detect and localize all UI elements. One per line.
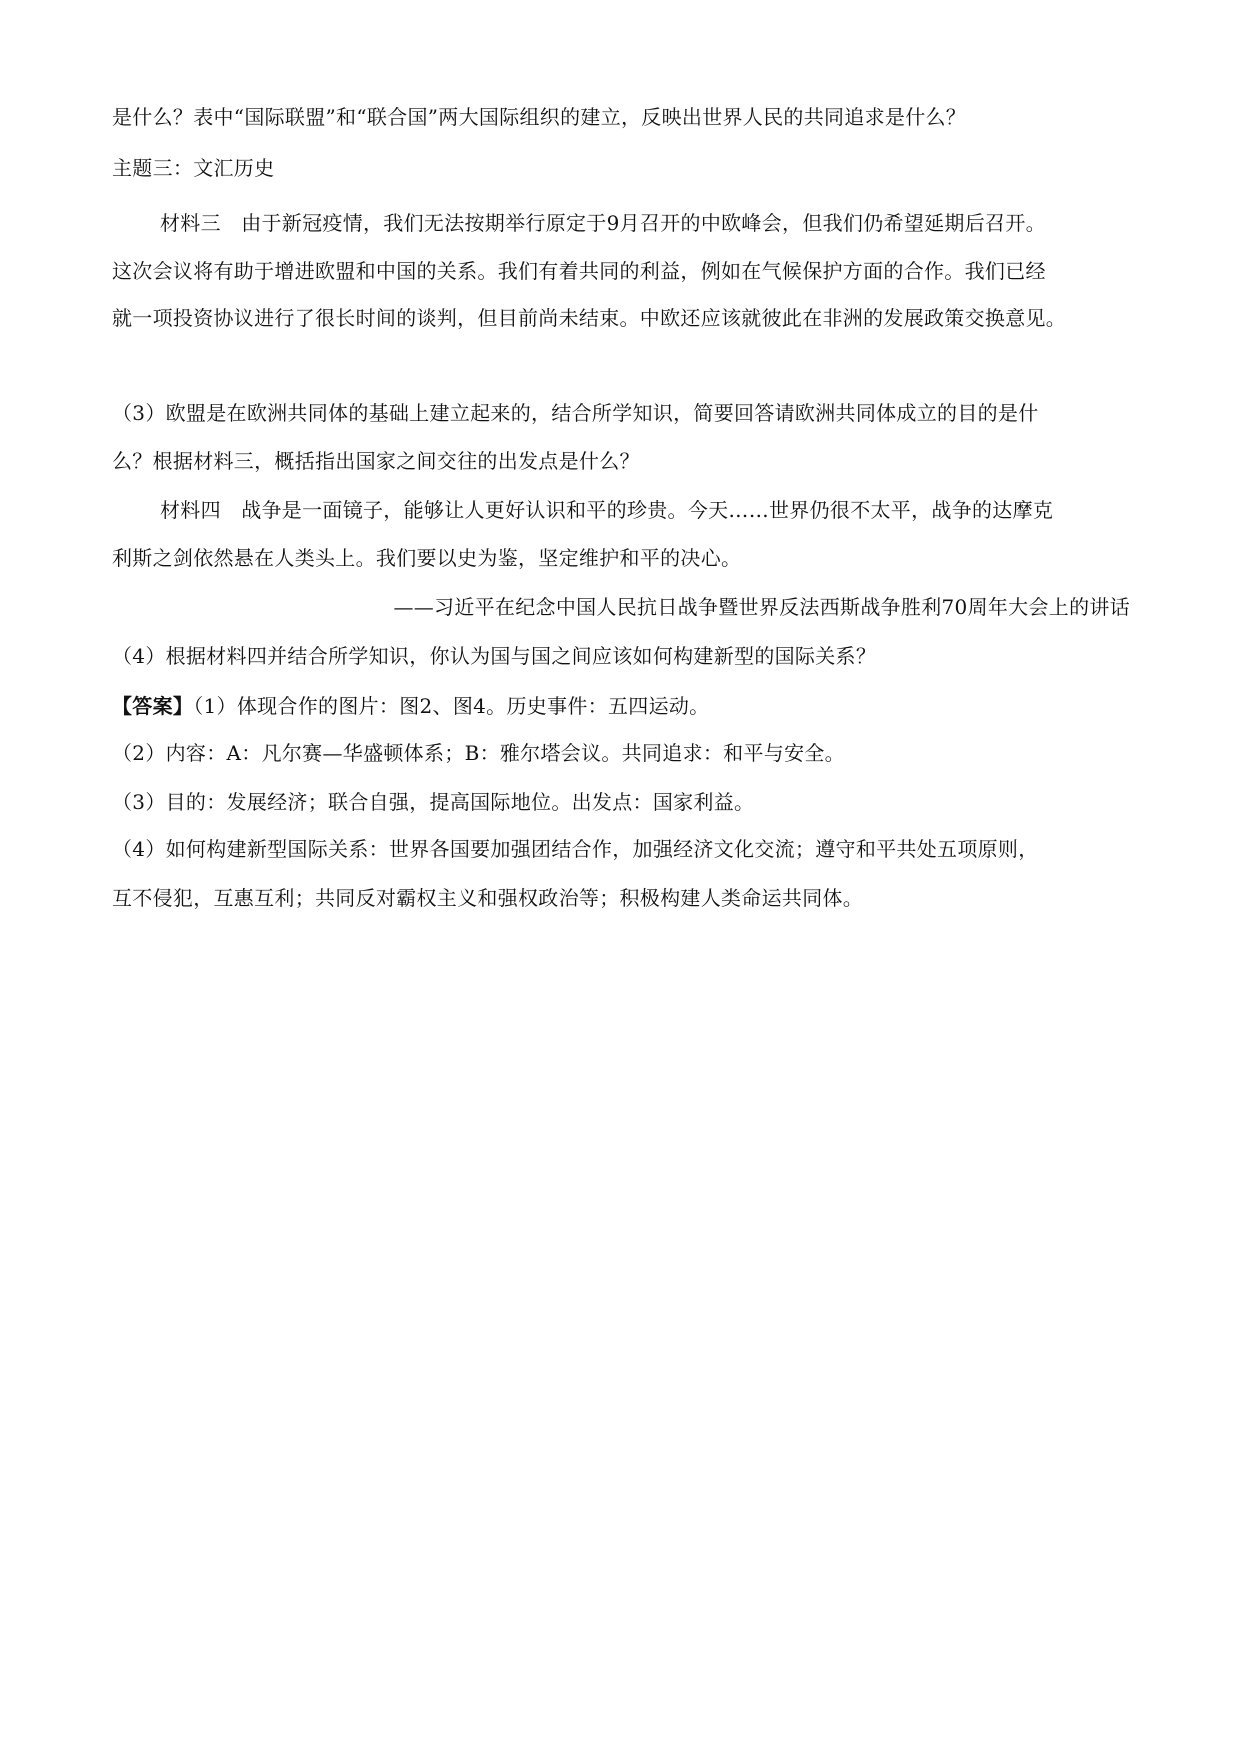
answer-line-1: [112, 693, 709, 719]
material-four-line-2: 利斯之剑依然悬在人类头上。我们要以史为鉴，坚定维护和平的决心。: [112, 546, 742, 570]
question-3-line-1: （3）欧盟是在欧洲共同体的基础上建立起来的，结合所学知识，简要回答请欧洲共同体成立的目的是什: [112, 401, 1039, 425]
answer-line-5: 互不侵犯，互惠互利；共同反对霸权主义和强权政治等；积极构建人类命运共同体。: [112, 886, 864, 910]
material-four-line-1: 材料四 战争是一面镜子，能够让人更好认识和平的珍贵。今天……世界仍很不太平，战争的达摩克: [160, 498, 1054, 522]
material-three-line-2: 这次会议将有助于增进欧盟和中国的关系。我们有着共同的利益，例如在气候保护方面的合作。我们已经: [112, 259, 1046, 283]
material-three-line-3: 就一项投资协议进行了很长时间的谈判，但目前尚未结束。中欧还应该就彼此在非洲的发展政策交换意见。: [112, 306, 1067, 330]
answer-label: 【答案】: [112, 694, 194, 718]
material-four-source: ——习近平在纪念中国人民抗日战争暨世界反法西斯战争胜利70周年大会上的讲话: [393, 595, 1130, 619]
material-three-line-1: 材料三 由于新冠疫情，我们无法按期举行原定于9月召开的中欧峰会，但我们仍希望延期后召开。: [160, 211, 1046, 235]
question-3-line-2: 么？根据材料三，概括指出国家之间交往的出发点是什么？: [112, 449, 640, 473]
answer-part-1: （1）体现合作的图片：图2、图4。历史事件：五四运动。: [193, 694, 710, 718]
answer-line-4: （4）如何构建新型国际关系：世界各国要加强团结合作，加强经济文化交流；遵守和平共处五项原则，: [112, 837, 1039, 861]
question-2-continuation: 是什么？表中“国际联盟”和“联合国”两大国际组织的建立，反映出世界人民的共同追求是什么？: [112, 105, 967, 129]
theme-three-heading: 主题三：文汇历史: [112, 156, 275, 180]
question-4: （4）根据材料四并结合所学知识，你认为国与国之间应该如何构建新型的国际关系？: [112, 644, 877, 668]
answer-line-2: （2）内容：A：凡尔赛—华盛顿体系；B：雅尔塔会议。共同追求：和平与安全。: [112, 741, 845, 765]
answer-line-3: （3）目的：发展经济；联合自强，提高国际地位。出发点：国家利益。: [112, 790, 755, 814]
